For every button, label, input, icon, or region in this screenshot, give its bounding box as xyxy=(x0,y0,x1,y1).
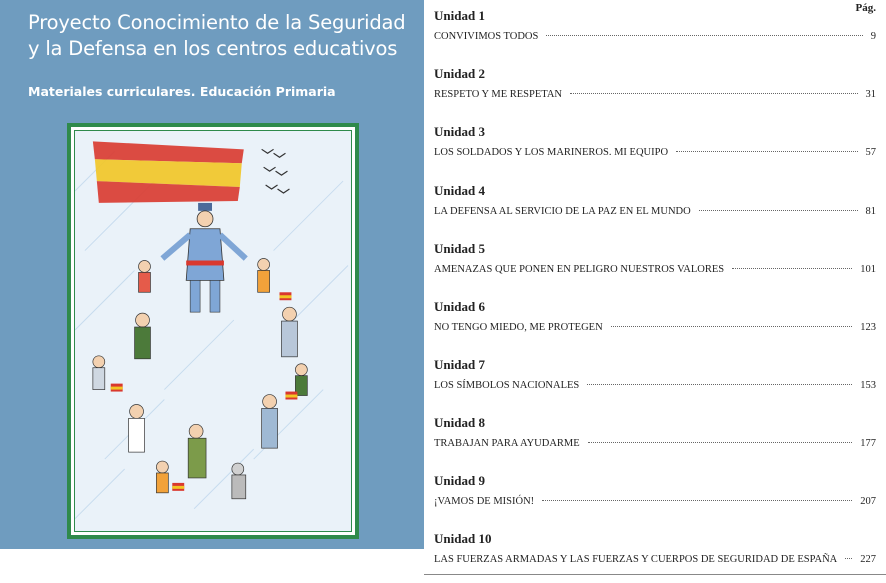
toc-entry xyxy=(434,241,876,275)
unit-title: LOS SÍMBOLOS NACIONALES xyxy=(434,380,580,391)
leader-dots xyxy=(699,210,858,211)
cover-title: Proyecto Conocimiento de la Seguridad y la Defensa en los centros educativos xyxy=(28,11,406,60)
unit-title: RESPETO Y ME RESPETAN xyxy=(434,89,562,100)
toc-entry xyxy=(434,183,876,217)
toc-entry xyxy=(434,473,876,507)
toc-entry xyxy=(434,66,876,100)
unit-label: Unidad 10 xyxy=(434,531,492,546)
leader-dots xyxy=(845,558,852,559)
unit-page-number: 81 xyxy=(865,206,876,217)
unit-title: LOS SOLDADOS Y LOS MARINEROS. MI EQUIPO xyxy=(434,147,669,158)
unit-label: Unidad 2 xyxy=(434,66,485,81)
cover-illustration-frame xyxy=(67,123,359,539)
unit-title: NO TENGO MIEDO, ME PROTEGEN xyxy=(434,322,603,333)
unit-title: LAS FUERZAS ARMADAS Y LAS FUERZAS Y CUERPOS DE SEGURIDAD DE ESPAÑA xyxy=(434,554,838,565)
unit-title: ¡VAMOS DE MISIÓN! xyxy=(434,496,535,507)
unit-label: Unidad 9 xyxy=(434,473,485,488)
unit-page-number: 31 xyxy=(865,89,876,100)
unit-title: AMENAZAS QUE PONEN EN PELIGRO NUESTROS VALORES xyxy=(434,264,725,275)
toc-entry xyxy=(434,357,876,391)
children-drawing-image xyxy=(75,131,351,531)
toc-entry xyxy=(434,415,876,449)
leader-dots xyxy=(542,500,852,501)
unit-page-number: 123 xyxy=(860,322,876,333)
table-of-contents xyxy=(424,0,886,583)
unit-page-number: 207 xyxy=(860,496,876,507)
leader-dots xyxy=(676,151,857,152)
leader-dots xyxy=(588,442,853,443)
unit-label: Unidad 1 xyxy=(434,8,485,23)
unit-label: Unidad 5 xyxy=(434,241,485,256)
unit-label: Unidad 3 xyxy=(434,124,485,139)
leader-dots xyxy=(611,326,853,327)
leader-dots xyxy=(587,384,852,385)
unit-title: LA DEFENSA AL SERVICIO DE LA PAZ EN EL MUNDO xyxy=(434,206,691,217)
unit-page-number: 57 xyxy=(865,147,876,158)
toc-entry xyxy=(434,124,876,158)
unit-label: Unidad 6 xyxy=(434,299,485,314)
leader-dots xyxy=(546,35,862,36)
unit-label: Unidad 7 xyxy=(434,357,485,372)
leader-dots xyxy=(570,93,858,94)
book-cover xyxy=(0,0,424,549)
unit-label: Unidad 4 xyxy=(434,183,485,198)
toc-entry xyxy=(434,299,876,333)
cover-subtitle: Materiales curriculares. Educación Primaria xyxy=(28,84,336,99)
unit-title: CONVIVIMOS TODOS xyxy=(434,31,539,42)
unit-page-number: 9 xyxy=(870,31,876,42)
toc-entry xyxy=(434,531,876,565)
leader-dots xyxy=(732,268,852,269)
page-column-header: Pág. xyxy=(855,2,876,14)
cover-illustration xyxy=(74,130,352,532)
unit-title: TRABAJAN PARA AYUDARME xyxy=(434,438,580,449)
page-bottom-rule xyxy=(424,574,886,575)
cover-bottom-margin xyxy=(0,549,424,583)
unit-page-number: 227 xyxy=(860,554,876,565)
toc-entry xyxy=(434,8,876,42)
unit-page-number: 177 xyxy=(860,438,876,449)
unit-page-number: 101 xyxy=(860,264,876,275)
unit-page-number: 153 xyxy=(860,380,876,391)
unit-label: Unidad 8 xyxy=(434,415,485,430)
